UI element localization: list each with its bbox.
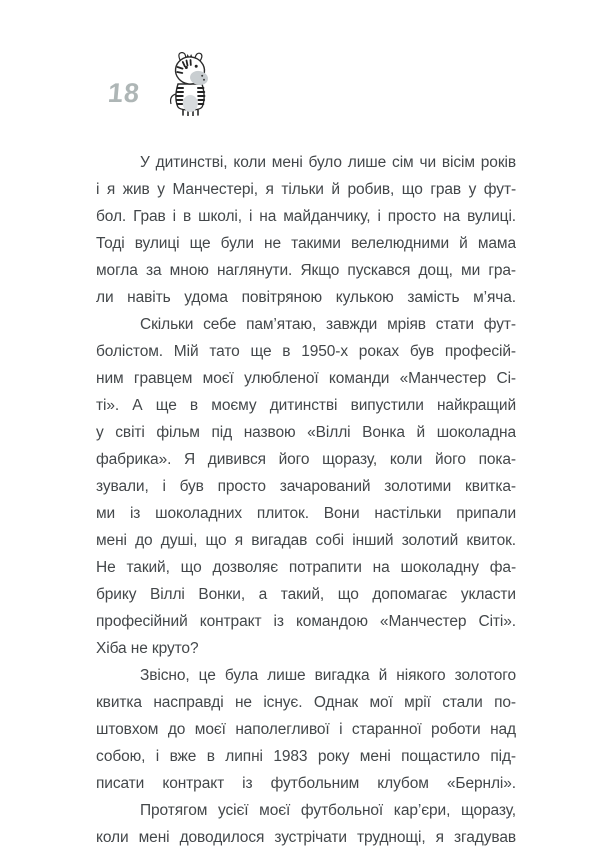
text-line: Не такий, що дозволяє потрапити на шоколадну фа-: [96, 559, 516, 576]
text-line: коли мені доводилося зустрічати труднощі, я згадував: [96, 829, 516, 846]
text-line: у світі фільм під назвою «Віллі Вонка й шоколадна: [96, 424, 516, 441]
text-line: ті». А ще в моєму дитинстві випустили найкращий: [96, 397, 516, 414]
text-line: болістом. Мій тато ще в 1950-х роках був професій-: [96, 343, 516, 360]
text-line: і я жив у Манчестері, я тільки й робив, що грав у фут-: [96, 181, 516, 198]
text-line: бол. Грав і в школі, і на майданчику, і просто на вулиці.: [96, 208, 516, 225]
text-line: ли навіть удома повітряною кулькою замість м’яча.: [96, 289, 516, 306]
zebra-icon: [157, 52, 221, 116]
text-line: брику Віллі Вонки, а такий, що допомагає укласти: [96, 586, 516, 603]
text-line: Протягом усієї моєї футбольної кар’єри, щоразу,: [140, 802, 516, 819]
text-line: Тоді вулиці ще були не такими велелюдними й мама: [96, 235, 516, 252]
text-line: професійний контракт із командою «Манчестер Сіті».: [96, 613, 516, 630]
text-line: Скільки себе пам’ятаю, завжди мріяв стати фут-: [140, 316, 516, 333]
text-line: Хіба не круто?: [96, 640, 199, 657]
text-line: зували, і був просто зачарований золотими квитка-: [96, 478, 516, 495]
text-line: Звісно, це була лише вигадка й ніякого золотого: [140, 667, 516, 684]
text-line: квитка насправді не існує. Однак мої мрії стали по-: [96, 694, 516, 711]
text-line: фабрика». Я дивився його щоразу, коли його пока-: [96, 451, 516, 468]
text-line: собою, і вже в липні 1983 року мені пощастило під-: [96, 748, 516, 765]
page-number: 18: [106, 78, 142, 108]
text-line: мені до душі, що я вигадав собі інший золотий квиток.: [96, 532, 516, 549]
text-line: штовхом до моєї наполегливої і старанної роботи над: [96, 721, 516, 738]
text-line: писати контракт із футбольним клубом «Бернлі».: [96, 775, 516, 792]
zebra-illustration: [157, 52, 221, 116]
text-line: могла за мною наглянути. Якщо пускався дощ, ми гра-: [96, 262, 516, 279]
text-block: [96, 149, 516, 851]
text-line: ним гравцем моєї улюбленої команди «Манчестер Сі-: [96, 370, 516, 387]
text-line: У дитинстві, коли мені було лише сім чи вісім років: [140, 154, 516, 171]
text-line: ми із шоколадних плиток. Вони настільки припали: [96, 505, 516, 522]
